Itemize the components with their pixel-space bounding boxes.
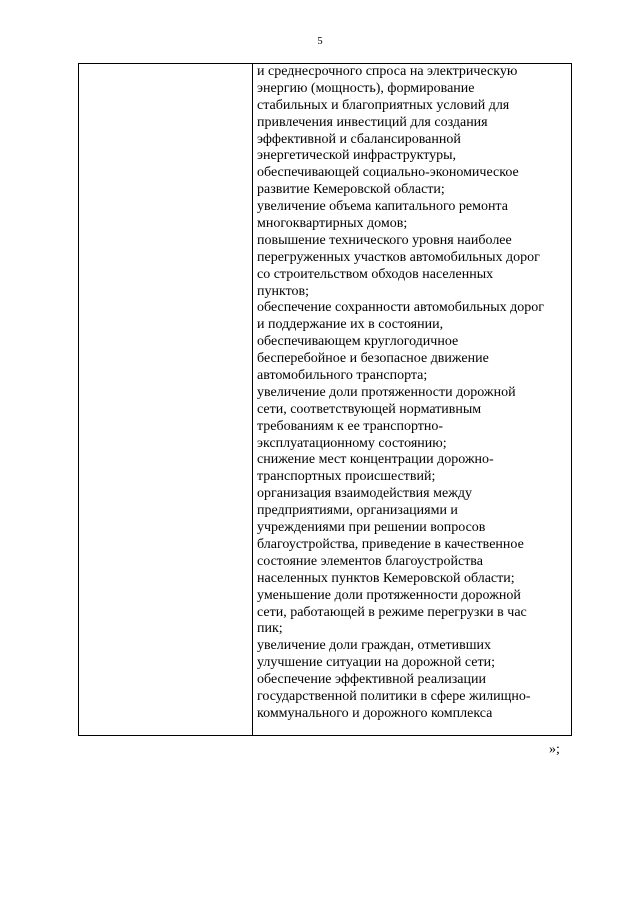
text-line: привлечения инвестиций для создания [257, 114, 488, 130]
text-line: энергетической инфраструктуры, [257, 148, 457, 164]
text-line: со строительством обходов населенных [257, 266, 494, 282]
text-line: улучшение ситуации на дорожной сети; [257, 655, 495, 671]
text-line: развитие Кемеровской области; [257, 182, 445, 198]
text-line: учреждениями при решении вопросов [257, 520, 486, 536]
text-line: многоквартирных домов; [257, 216, 408, 232]
text-line: увеличение доли граждан, отметивших [257, 638, 492, 654]
text-line: сети, работающей в режиме перегрузки в час [257, 604, 527, 620]
text-line: бесперебойное и безопасное движение [257, 351, 489, 367]
text-line: сети, соответствующей нормативным [257, 401, 482, 417]
text-line: обеспечение сохранности автомобильных дорог [257, 300, 545, 316]
text-line: обеспечение эффективной реализации [257, 672, 486, 688]
table-right-cell [253, 64, 571, 735]
text-line: стабильных и благоприятных условий для [257, 97, 510, 113]
text-line: эффективной и сбалансированной [257, 131, 461, 147]
text-line: предприятиями, организациями и [257, 503, 458, 519]
text-line: уменьшение доли протяженности дорожной [257, 587, 521, 603]
text-line: обеспечивающем круглогодичное [257, 334, 459, 350]
text-line: повышение технического уровня наиболее [257, 232, 512, 248]
text-line: государственной политики в сфере жилищно- [257, 688, 531, 704]
text-line: увеличение объема капитального ремонта [257, 199, 508, 215]
text-line: эксплуатационному состоянию; [257, 435, 447, 451]
table-left-cell [79, 64, 253, 735]
page-number: 5 [317, 36, 323, 47]
text-line: благоустройства, приведение в качественное [257, 536, 524, 552]
text-line: пунктов; [257, 283, 310, 299]
text-line: пик; [257, 621, 283, 637]
text-line: снижение мест концентрации дорожно- [257, 452, 494, 468]
text-line: перегруженных участков автомобильных дорог [257, 249, 540, 265]
text-line: населенных пунктов Кемеровской области; [257, 570, 515, 586]
text-line: обеспечивающей социально-экономическое [257, 165, 519, 181]
closing-quote-mark: »; [549, 742, 560, 757]
text-line: организация взаимодействия между [257, 486, 472, 502]
text-line: состояние элементов благоустройства [257, 553, 483, 569]
document-table [78, 63, 572, 736]
text-line: энергию (мощность), формирование [257, 80, 475, 96]
text-line: увеличение доли протяженности дорожной [257, 384, 516, 400]
text-line: транспортных происшествий; [257, 469, 436, 485]
text-line: коммунального и дорожного комплекса [257, 705, 493, 721]
text-line: требованиям к ее транспортно- [257, 418, 444, 434]
text-line: автомобильного транспорта; [257, 368, 428, 384]
text-line: и среднесрочного спроса на электрическую [257, 64, 518, 79]
text-line: и поддержание их в состоянии, [257, 317, 444, 333]
